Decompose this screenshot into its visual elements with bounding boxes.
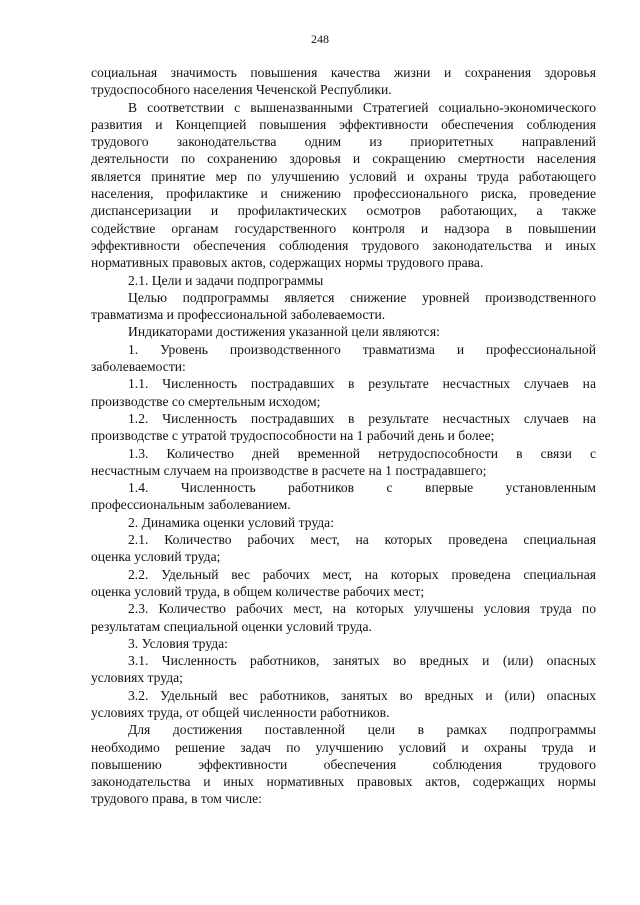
- text-line: деятельности по сохранению здоровья и сокращению смертности населения: [91, 151, 596, 167]
- text-line: производстве со смертельным исходом;: [91, 393, 321, 409]
- paragraph: [91, 375, 596, 410]
- paragraph: [91, 410, 596, 445]
- text-line: В соответствии с вышеназванными Стратегией социально-экономического: [128, 99, 596, 115]
- text-line: 1.1. Численность пострадавших в результате несчастных случаев на: [128, 376, 596, 392]
- paragraph: [91, 635, 596, 652]
- paragraph: [91, 341, 596, 376]
- text-line: 2. Динамика оценки условий труда:: [128, 514, 334, 530]
- text-line: законодательства и иных нормативных правовых актов, содержащих нормы: [91, 774, 596, 790]
- paragraph: [91, 445, 596, 480]
- text-line: 2.2. Удельный вес рабочих мест, на которых проведена специальная: [128, 566, 596, 582]
- text-line: 1.2. Численность пострадавших в результате несчастных случаев на: [128, 410, 596, 426]
- text-line: Целью подпрограммы является снижение уровней производственного: [128, 289, 596, 305]
- paragraph: [91, 600, 596, 635]
- text-line: нормативных правовых актов, содержащих нормы трудового права.: [91, 255, 484, 271]
- body-text: [91, 64, 596, 808]
- text-line: социальная значимость повышения качества жизни и сохранения здоровья: [91, 65, 596, 80]
- text-line: результатам специальной оценки условий труда.: [91, 618, 372, 634]
- text-line: травматизма и профессиональной заболеваемости.: [91, 307, 386, 323]
- text-line: повышению эффективности обеспечения соблюдения трудового: [91, 756, 596, 772]
- text-line: условиях труда, от общей численности работников.: [91, 704, 390, 720]
- paragraph: [91, 99, 596, 272]
- text-line: диспансеризации и профилактических осмотров работающих, а также: [91, 203, 596, 219]
- text-line: 3.1. Численность работников, занятых во вредных и (или) опасных: [128, 653, 596, 669]
- paragraph: [91, 531, 596, 566]
- text-line: оценка условий труда, в общем количестве рабочих мест;: [91, 583, 425, 599]
- paragraph: [91, 652, 596, 687]
- text-line: трудоспособного населения Чеченской Республики.: [91, 82, 392, 98]
- text-line: несчастным случаем на производстве в расчете на 1 пострадавшего;: [91, 462, 487, 478]
- paragraph: [91, 687, 596, 722]
- text-line: заболеваемости:: [91, 359, 186, 375]
- text-line: 1. Уровень производственного травматизма и профессиональной: [128, 341, 596, 357]
- text-line: 1.3. Количество дней временной нетрудоспособности в связи с: [128, 445, 596, 461]
- paragraph: [91, 323, 596, 340]
- paragraph: [91, 272, 596, 289]
- text-line: 2.1. Количество рабочих мест, на которых проведена специальная: [128, 532, 596, 548]
- text-line: оценка условий труда;: [91, 549, 221, 565]
- paragraph: [91, 566, 596, 601]
- text-line: 3. Условия труда:: [128, 635, 228, 651]
- paragraph: [91, 289, 596, 324]
- paragraph: [91, 479, 596, 514]
- text-line: необходимо решение задач по улучшению условий и охраны труда и: [91, 739, 596, 755]
- text-line: содействие органам государственного контроля и надзора в повышении: [91, 220, 596, 236]
- text-line: является принятие мер по улучшению условий и охраны труда работающего: [91, 168, 596, 184]
- text-line: 2.3. Количество рабочих мест, на которых улучшены условия труда по: [128, 601, 596, 617]
- text-line: 1.4. Численность работников с впервые установленным: [128, 480, 596, 496]
- text-line: Для достижения поставленной цели в рамках подпрограммы: [128, 722, 596, 738]
- text-line: развития и Концепцией повышения эффективности обеспечения соблюдения: [91, 116, 596, 132]
- page-number: 248: [311, 32, 329, 46]
- paragraph: [91, 64, 596, 99]
- paragraph: [91, 514, 596, 531]
- text-line: трудового законодательства одним из приоритетных направлений: [91, 134, 596, 150]
- paragraph: [91, 721, 596, 807]
- text-line: трудового права, в том числе:: [91, 791, 262, 807]
- text-line: Индикаторами достижения указанной цели являются:: [128, 324, 440, 340]
- text-line: условиях труда;: [91, 670, 183, 686]
- text-line: 2.1. Цели и задачи подпрограммы: [128, 272, 324, 288]
- text-line: 3.2. Удельный вес работников, занятых во вредных и (или) опасных: [128, 687, 596, 703]
- text-line: производстве с утратой трудоспособности на 1 рабочий день и более;: [91, 428, 495, 444]
- text-line: населения, профилактике и снижению профессионального риска, проведение: [91, 186, 596, 202]
- text-line: эффективности обеспечения соблюдения трудового законодательства и иных: [91, 237, 596, 253]
- text-line: профессиональным заболеванием.: [91, 497, 291, 513]
